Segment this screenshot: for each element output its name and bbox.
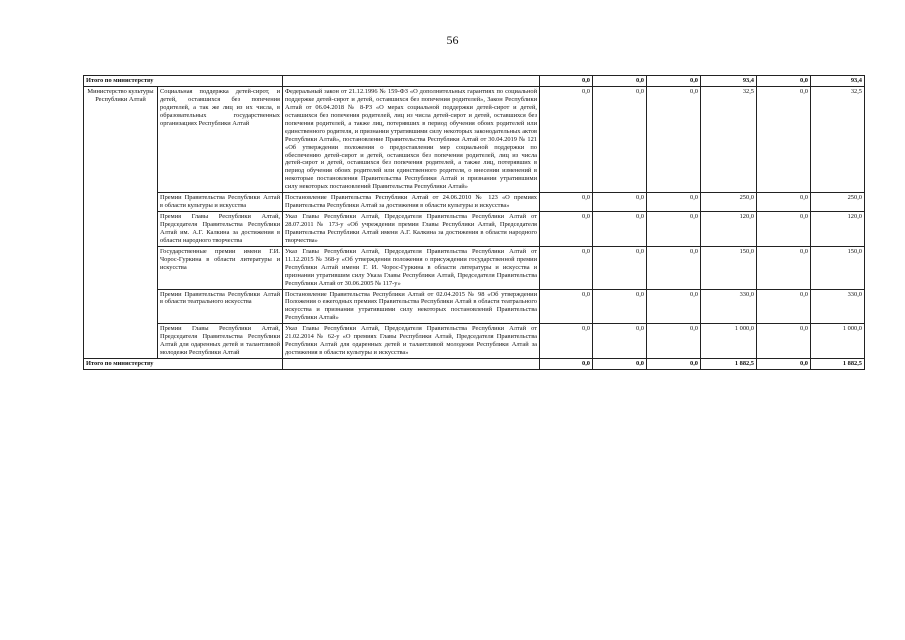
value-cell: 1 000,0 — [811, 324, 865, 359]
value-cell: 330,0 — [701, 289, 757, 324]
total-value: 0,0 — [593, 359, 647, 370]
program-cell: Премии Главы Республики Алтай, Председателя Правительства Республики Алтай для одаренных детей и талантливой молодежи Республики Алтай — [158, 324, 283, 359]
total-row-bottom — [84, 359, 865, 370]
basis-cell: Федеральный закон от 21.12.1996 № 159-ФЗ «О дополнительных гарантиях по социальной поддержке детей-сирот и детей, оставшихся без попечения родителей», Закон Республики Алтай от 06.04.2018 № 8-РЗ «О мерах социальной поддержки детей-сирот и детей, оставшихся без попечения родителей, лиц из числа детей-сирот и детей, оставшихся без попечения родителей, а также лиц, потерявших в период обучения обоих родителей или единственного родителя, и признании утратившими силу некоторых законодательных актов Республики Алтай», постановление Правительства Республики Алтай от 30.04.2019 № 121 «Об утверждении положения о предоставлении мер социальной поддержки по обеспечению детей-сирот и детей, оставшихся без попечения родителей, лиц из числа детей-сирот и детей, оставшихся без попечения родителей, а также лиц, потерявших в период обучения обоих родителей или единственного родителя, о внесении изменений в некоторые постановления Правительства Республики Алтай и признании утратившими силу некоторых постановлений Правительства Республики Алтай» — [283, 87, 540, 193]
value-cell: 0,0 — [593, 289, 647, 324]
value-cell: 0,0 — [757, 289, 811, 324]
program-cell: Государственные премии имени Г.И. Чорос-Гуркина в области литературы и искусства — [158, 246, 283, 289]
total-label: Итого по министерству — [84, 76, 283, 87]
total-row-top — [84, 76, 865, 87]
value-cell: 0,0 — [757, 246, 811, 289]
total-value: 1 882,5 — [811, 359, 865, 370]
value-cell: 0,0 — [647, 324, 701, 359]
total-value: 0,0 — [647, 76, 701, 87]
value-cell: 0,0 — [540, 87, 593, 193]
program-cell: Премии Правительства Республики Алтай в области театрального искусства — [158, 289, 283, 324]
total-value: 93,4 — [701, 76, 757, 87]
value-cell: 0,0 — [647, 289, 701, 324]
value-cell: 150,0 — [811, 246, 865, 289]
value-cell: 330,0 — [811, 289, 865, 324]
value-cell: 0,0 — [540, 324, 593, 359]
value-cell: 250,0 — [811, 193, 865, 212]
total-value: 0,0 — [757, 76, 811, 87]
value-cell: 0,0 — [593, 212, 647, 247]
value-cell: 0,0 — [540, 289, 593, 324]
table-row — [84, 193, 865, 212]
table-row — [84, 212, 865, 247]
basis-cell: Указ Главы Республики Алтай, Председателя Правительства Республики Алтай от 21.02.2014 № 62-у «О премиях Главы Республики Алтай, Председателя Правительства Республики Алтай для одаренных детей и талантливой молодежи Республики Алтай за достижения в области культуры и искусства» — [283, 324, 540, 359]
total-label: Итого по министерству — [84, 359, 283, 370]
value-cell: 120,0 — [701, 212, 757, 247]
total-value: 0,0 — [647, 359, 701, 370]
total-value: 0,0 — [593, 76, 647, 87]
value-cell: 250,0 — [701, 193, 757, 212]
value-cell: 150,0 — [701, 246, 757, 289]
value-cell: 0,0 — [593, 324, 647, 359]
basis-cell: Постановление Правительства Республики Алтай от 02.04.2015 № 98 «Об утверждении Положения о ежегодных премиях Правительства Республики Алтай в области театрального искусства и признании утратившими силу некоторых постановлений Правительства Республики Алтай» — [283, 289, 540, 324]
value-cell: 0,0 — [647, 87, 701, 193]
value-cell: 0,0 — [647, 193, 701, 212]
value-cell: 32,5 — [811, 87, 865, 193]
table-row — [84, 87, 865, 193]
total-value: 93,4 — [811, 76, 865, 87]
basis-cell: Постановление Правительства Республики Алтай от 24.06.2010 № 123 «О премиях Правительства Республики Алтай за достижения в области культуры и искусства» — [283, 193, 540, 212]
table-row — [84, 246, 865, 289]
page-number: 56 — [446, 33, 459, 47]
total-basis-empty — [283, 76, 540, 87]
table-body — [84, 76, 865, 370]
table-row — [84, 289, 865, 324]
value-cell: 0,0 — [757, 212, 811, 247]
total-value: 1 882,5 — [701, 359, 757, 370]
value-cell: 0,0 — [647, 212, 701, 247]
value-cell: 32,5 — [701, 87, 757, 193]
total-basis-empty — [283, 359, 540, 370]
basis-cell: Указ Главы Республики Алтай, Председателя Правительства Республики Алтай от 11.12.2015 № 368-у «Об утверждении положения о присуждении государственной премии Республики Алтай имени Г. И. Чорос-Гуркина в области литературы и искусства и признании утратившим силу Указа Главы Республики Алтай, Председателя Правительства Республики Алтай от 30.06.2005 № 117-у» — [283, 246, 540, 289]
table-row — [84, 324, 865, 359]
total-value: 0,0 — [540, 76, 593, 87]
value-cell: 0,0 — [593, 246, 647, 289]
value-cell: 0,0 — [593, 193, 647, 212]
program-cell: Социальная поддержка детей-сирот, и детей, оставшихся без попечения родителей, а так же лиц из их числа, в образовательных государственных организациях Республики Алтай — [158, 87, 283, 193]
total-value: 0,0 — [540, 359, 593, 370]
value-cell: 0,0 — [647, 246, 701, 289]
value-cell: 0,0 — [540, 193, 593, 212]
basis-cell: Указ Главы Республики Алтай, Председателя Правительства Республики Алтай от 28.07.2011 № 173-у «Об учреждении премии Главы Республики Алтай, Председателя Правительства Республики Алтай имени А.Г. Калкина за достижения в области народного творчества» — [283, 212, 540, 247]
value-cell: 0,0 — [593, 87, 647, 193]
value-cell: 0,0 — [757, 87, 811, 193]
budget-table — [83, 75, 865, 370]
total-value: 0,0 — [757, 359, 811, 370]
value-cell: 0,0 — [757, 193, 811, 212]
program-cell: Премии Правительства Республики Алтай в области культуры и искусства — [158, 193, 283, 212]
value-cell: 1 000,0 — [701, 324, 757, 359]
value-cell: 120,0 — [811, 212, 865, 247]
ministry-cell: Министерство культуры Республики Алтай — [84, 87, 158, 359]
value-cell: 0,0 — [540, 246, 593, 289]
value-cell: 0,0 — [757, 324, 811, 359]
value-cell: 0,0 — [540, 212, 593, 247]
program-cell: Премия Главы Республики Алтай, Председателя Правительства Республики Алтай им. А.Г. Калкина за достижения в области народного творчества — [158, 212, 283, 247]
